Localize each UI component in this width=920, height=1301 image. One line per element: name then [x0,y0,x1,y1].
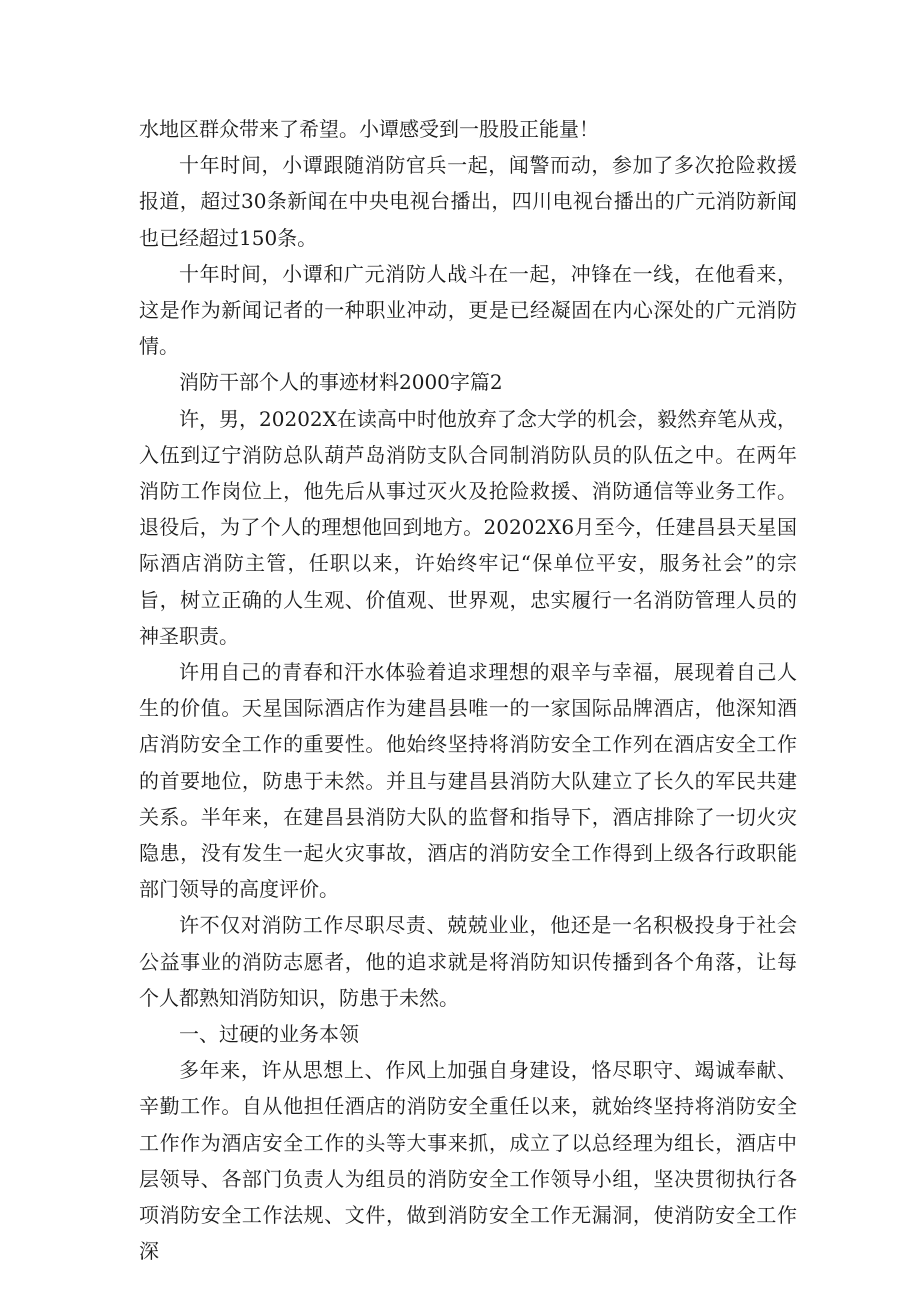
paragraph: 十年时间，小谭跟随消防官兵一起，闻警而动，参加了多次抢险救援报道，超过30条新闻在中央电视台播出，四川电视台播出的广元消防新闻也已经超过150条。 [139,153,797,250]
paragraph: 许不仅对消防工作尽职尽责、兢兢业业，他还是一名积极投身于社会公益事业的消防志愿者，他的追求就是将消防知识传播到各个角落，让每个人都熟知消防知识，防患于未然。 [139,913,797,1010]
subheading: 一、过硬的业务本领 [179,1022,359,1047]
paragraph: 多年来，许从思想上、作风上加强自身建设，恪尽职守、竭诚奉献、辛勤工作。自从他担任酒店的消防安全重任以来，就始终坚持将消防安全工作作为酒店安全工作的头等大事来抓，成立了以总经理为组长，酒店中层领导、各部门负责人为组员的消防安全工作领导小组，坚决贯彻执行各项消防安全工作法规、文件，做到消防安全工作无漏洞，使消防安全工作深 [139,1058,797,1264]
document-body [139,111,797,1270]
section-title: 消防干部个人的事迹材料2000字篇2 [179,370,503,395]
paragraph: 十年时间，小谭和广元消防人战斗在一起，冲锋在一线，在他看来，这是作为新闻记者的一种职业冲动，更是已经凝固在内心深处的广元消防情。 [139,261,797,359]
paragraph-continuation: 水地区群众带来了希望。小谭感受到一股股正能量！ [139,117,599,141]
paragraph: 许，男，20202X在读高中时他放弃了念大学的机会，毅然弃笔从戎，入伍到辽宁消防总队葫芦岛消防支队合同制消防队员的队伍之中。在两年消防工作岗位上，他先后从事过灭火及抢险救援、消防通信等业务工作。退役后，为了个人的理想他回到地方。20202X6月至今，任建昌县天星国际酒店消防主管，任职以来，许始终牢记“保单位平安，服务社会”的宗旨，树立正确的人生观、价值观、世界观，忠实履行一名消防管理人员的神圣职责。 [139,406,797,648]
paragraph: 许用自己的青春和汗水体验着追求理想的艰辛与幸福，展现着自己人生的价值。天星国际酒店作为建昌县唯一的一家国际品牌酒店，他深知酒店消防安全工作的重要性。他始终坚持将消防安全工作列在酒店安全工作的首要地位，防患于未然。并且与建昌县消防大队建立了长久的军民共建关系。半年来，在建昌县消防大队的监督和指导下，酒店排除了一切火灾隐患，没有发生一起火灾事故，酒店的消防安全工作得到上级各行政职能部门领导的高度评价。 [139,660,797,902]
